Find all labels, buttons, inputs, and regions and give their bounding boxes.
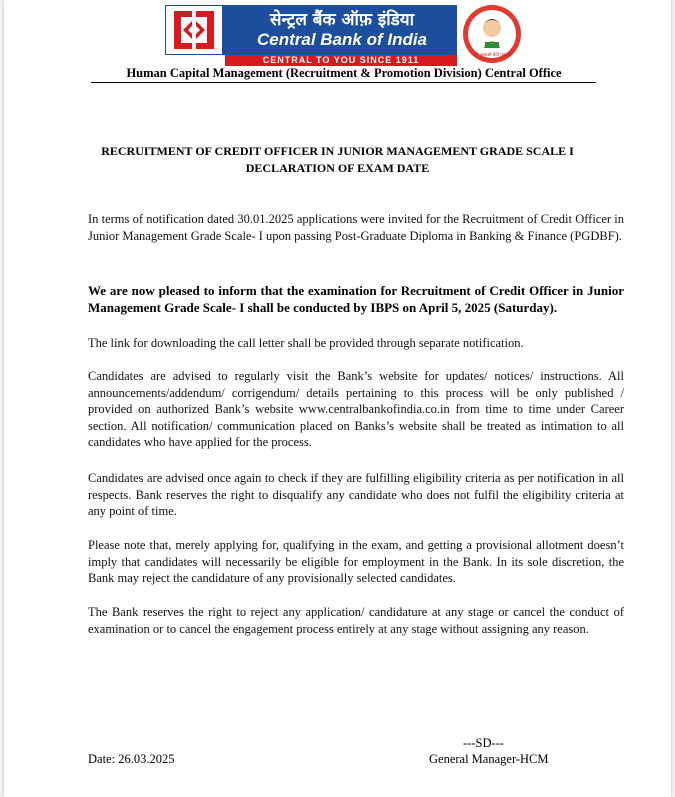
signatory-designation: General Manager-HCM — [429, 752, 549, 766]
document-title — [64, 143, 611, 177]
bank-name-hindi: सेन्ट्रल बैंक ऑफ़ इंडिया — [269, 10, 415, 30]
paragraph-call-letter: The link for downloading the call letter shall be provided through separate notification. — [88, 336, 524, 350]
document-date: Date: 26.03.2025 — [88, 752, 175, 766]
paragraph-reserve-rights: The Bank reserves the right to reject any application/ candidature at any stage or cancel the conduct of examination or to cancel the engagement process entirely at any stage without assigning any reason. — [88, 605, 624, 636]
bank-logo — [165, 5, 457, 66]
bank-tagline: CENTRAL TO YOU SINCE 1911 — [225, 55, 457, 66]
title-line-1: RECRUITMENT OF CREDIT OFFICER IN JUNIOR MANAGEMENT GRADE SCALE I — [101, 144, 574, 158]
central-bank-logo-icon — [165, 5, 223, 55]
paragraph-website: Candidates are advised to regularly visit the Bank’s website for updates/ notices/ instructions. All announcements/addendum/ corrigendum/ details pertaining to this process will be only published / provided on authorized Bank’s website www.centralbankofindia.co.in from time to time under Career section. All notification/ communication placed on Banks’s website shall be treated as intimation to all candidates who have applied for the process. — [88, 369, 624, 449]
paragraph-provisional: Please note that, merely applying for, qualifying in the exam, and getting a provisional allotment doesn’t imply that candidates will necessarily be eligible for employment in the Bank. In its sole discretion, the Bank may reject the candidature of any provisionally selected candidates. — [88, 538, 624, 585]
header-divider — [91, 82, 596, 83]
paragraph-eligibility: Candidates are advised once again to check if they are fulfilling eligibility criteria as per notification in all respects. Bank reserves the right to disqualify any candidate who does not fulfil the eligibility criteria at any point of time. — [88, 471, 624, 518]
bank-name-english: Central Bank of India — [256, 30, 428, 49]
title-line-2: DECLARATION OF EXAM DATE — [245, 161, 430, 175]
beti-bachao-mascot-icon — [462, 4, 522, 64]
mascot-caption: बेटी बचाओ बेटी पढ़ाओ — [472, 53, 512, 58]
signature-mark: ---SD--- — [463, 736, 504, 750]
paragraph-exam-date: We are now pleased to inform that the examination for Recruitment of Credit Officer in Junior Management Grade Scale- I shall be conducted by IBPS on April 5, 2025 (Saturday). — [88, 283, 624, 315]
office-line: Human Capital Management (Recruitment & Promotion Division) Central Office — [126, 66, 562, 80]
document-page — [4, 0, 671, 797]
paragraph-intro: In terms of notification dated 30.01.2025 applications were invited for the Recruitment of Credit Officer in Junior Management Grade Scale- I upon passing Post-Graduate Diploma in Banking & Finance (PGDBF). — [88, 212, 624, 243]
